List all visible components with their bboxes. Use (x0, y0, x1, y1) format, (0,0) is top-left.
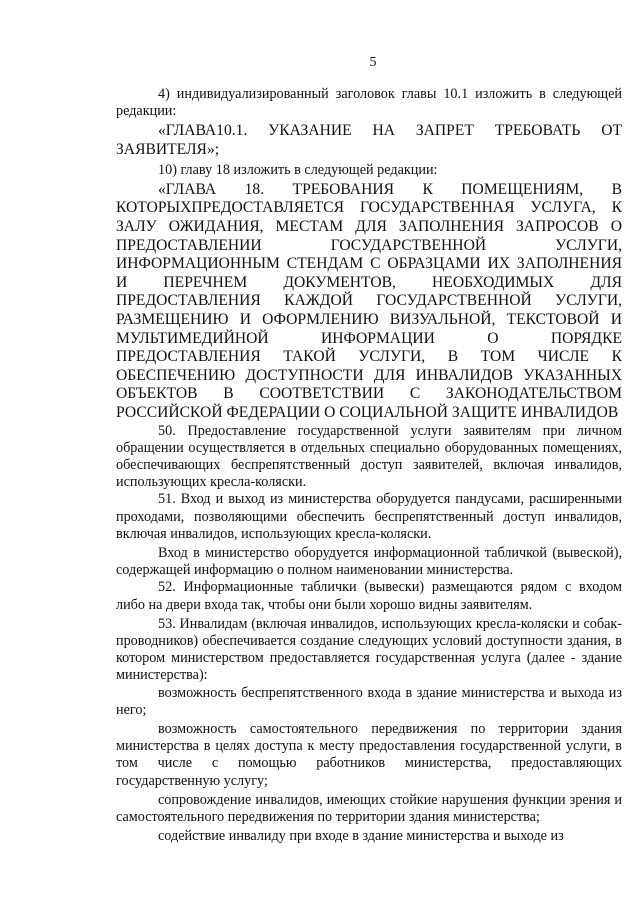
paragraph-item-10: 10) главу 18 изложить в следующей редакции: (158, 161, 438, 178)
chapter-10-1-title: «ГЛАВА10.1. УКАЗАНИЕ НА ЗАПРЕТ ТРЕБОВАТЬ ОТ ЗАЯВИТЕЛЯ»; (116, 122, 622, 158)
list-item-assistance: содействие инвалиду при входе в здание министерства и выходе из (158, 828, 564, 845)
list-item-movement: возможность самостоятельного передвижения по территории здания министерства в целях доступа к месту предоставления государственной услуги, в том числе с помощью работников министерства, предоставляющих государственную услугу; (116, 720, 622, 789)
page-number: 5 (369, 55, 377, 70)
paragraph-51: 51. Вход и выход из министерства оборудуется пандусами, расширенными проходами, позволяющими обеспечить беспрепятственный доступ инвалидов, включая инвалидов, использующих кресла-коляски. (116, 491, 622, 542)
list-item-entry-exit: возможность беспрепятственного входа в здание министерства и выхода из него; (116, 684, 622, 718)
paragraph-item-4: 4) индивидуализированный заголовок главы 10.1 изложить в следующей редакции: (116, 86, 622, 120)
paragraph-50: 50. Предоставление государственной услуги заявителям при личном обращении осуществляется в отдельных специально оборудованных помещениях, обеспечивающих беспрепятственный доступ заявителей, включая инвалидов, использующих кресла-коляски. (116, 422, 622, 491)
paragraph-53: 53. Инвалидам (включая инвалидов, использующих кресла-коляски и собак-проводников) обеспечивается создание следующих условий доступности здания, в котором министерством предоставляется государственная услуга (далее - здание министерства): (116, 615, 622, 684)
paragraph-entrance-sign: Вход в министерство оборудуется информационной табличкой (вывеской), содержащей информацию о полном наименовании министерства. (116, 544, 622, 579)
document-body (116, 86, 622, 845)
list-item-escort: сопровождение инвалидов, имеющих стойкие нарушения функции зрения и самостоятельного передвижения по территории здания министерства; (116, 791, 622, 825)
paragraph-52: 52. Информационные таблички (вывески) размещаются рядом с входом либо на двери входа так, чтобы они были хорошо видны заявителям. (116, 579, 622, 613)
chapter-18-title: «ГЛАВА 18. ТРЕБОВАНИЯ К ПОМЕЩЕНИЯМ, В КОТОРЫХПРЕДОСТАВЛЯЕТСЯ ГОСУДАРСТВЕННАЯ УСЛУГА, К ЗАЛУ ОЖИДАНИЯ, МЕСТАМ ДЛЯ ЗАПОЛНЕНИЯ ЗАПРОСОВ О ПРЕДОСТАВЛЕНИИ ГОСУДАРСТВЕННОЙ УСЛУГИ, ИНФОРМАЦИОННЫМ СТЕНДАМ С ОБРАЗЦАМИ ИХ ЗАПОЛНЕНИЯ И ПЕРЕЧНЕМ ДОКУМЕНТОВ, НЕОБХОДИМЫХ ДЛЯ ПРЕДОСТАВЛЕНИЯ КАЖДОЙ ГОСУДАРСТВЕННОЙ УСЛУГИ, РАЗМЕЩЕНИЮ И ОФОРМЛЕНИЮ ВИЗУАЛЬНОЙ, ТЕКСТОВОЙ И МУЛЬТИМЕДИЙНОЙ ИНФОРМАЦИИ О ПОРЯДКЕ ПРЕДОСТАВЛЕНИЯ ТАКОЙ УСЛУГИ, В ТОМ ЧИСЛЕ К ОБЕСПЕЧЕНИЮ ДОСТУПНОСТИ ДЛЯ ИНВАЛИДОВ УКАЗАННЫХ ОБЪЕКТОВ В СООТВЕТСТВИИ С ЗАКОНОДАТЕЛЬСТВОМ РОССИЙСКОЙ ФЕДЕРАЦИИ О СОЦИАЛЬНОЙ ЗАЩИТЕ ИНВАЛИДОВ (116, 180, 622, 421)
